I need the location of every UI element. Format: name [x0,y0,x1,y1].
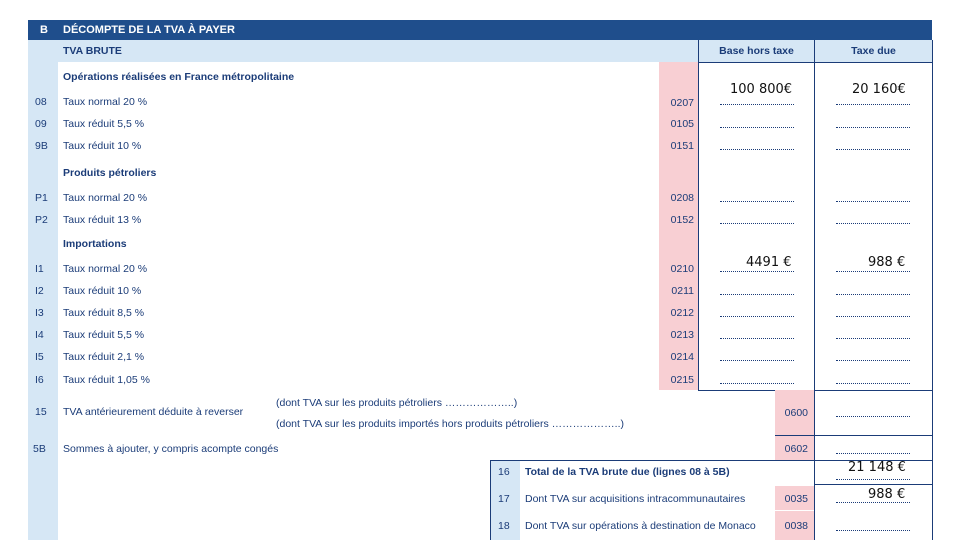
base-field[interactable] [720,371,794,384]
line-number: P1 [35,192,48,204]
tax-field[interactable] [836,371,910,384]
tax-field[interactable] [836,490,910,503]
row-code: 0600 [784,407,808,419]
base-field[interactable] [720,304,794,317]
note-petrol: (dont TVA sur les produits pétroliers ………………..) [276,397,518,409]
row-label: Dont TVA sur opérations à destination de Monaco [525,520,756,532]
base-field[interactable] [720,189,794,202]
tax-field[interactable] [836,326,910,339]
base-field[interactable] [720,259,794,272]
group-heading-petrol: Produits pétroliers [63,167,157,179]
tax-field[interactable] [836,518,910,531]
tax-field[interactable] [836,92,910,105]
row-label: Taux réduit 5,5 % [63,329,145,341]
row-code: 0602 [784,443,808,455]
col-header-tax-label: Taxe due [851,45,896,57]
col-header-base-label: Base hors taxe [719,45,794,57]
section-title: DÉCOMPTE DE LA TVA À PAYER [63,24,235,36]
grid-line [698,40,699,390]
base-field[interactable] [720,326,794,339]
col-header-base [699,40,814,62]
line-number: I5 [35,351,44,363]
tax-field[interactable] [836,259,910,272]
row-label: Taux réduit 1,05 % [63,374,150,386]
grid-line [814,484,932,485]
row-label: Taux réduit 5,5 % [63,118,145,130]
tax-field[interactable] [836,189,910,202]
line-number: 15 [35,406,47,418]
row-code: 0214 [670,351,694,363]
row-label: Taux réduit 2,1 % [63,351,145,363]
row-code: 0035 [784,493,808,505]
tax-field[interactable] [836,137,910,150]
row-label: Dont TVA sur acquisitions intracommunautaires [525,493,746,505]
base-field[interactable] [720,115,794,128]
line-number: P2 [35,214,48,226]
row-label: Taux réduit 10 % [63,140,142,152]
group-heading-france: Opérations réalisées en France métropolitaine [63,71,295,83]
row-code: 0152 [670,214,694,226]
note-imports: (dont TVA sur les produits importés hors produits pétroliers ………………..) [276,418,624,430]
row-code: 0210 [670,263,694,275]
base-field[interactable] [720,137,794,150]
col-header-tax [815,40,932,62]
row-code: 0213 [670,329,694,341]
row-label: Taux normal 20 % [63,192,148,204]
row-code: 0038 [784,520,808,532]
group-heading-imports: Importations [63,238,127,250]
grid-line [698,390,932,391]
subtitle-label: TVA BRUTE [63,45,122,57]
tax-value[interactable]: 988 € [868,255,906,270]
row-label: Taux réduit 8,5 % [63,307,145,319]
row-code: 0215 [670,374,694,386]
row-code: 0207 [670,97,694,109]
row-label: Taux réduit 13 % [63,214,142,226]
base-value[interactable]: 4491 € [746,255,792,270]
row-label: Sommes à ajouter, y compris acompte congés [63,443,279,455]
row-code: 0212 [670,307,694,319]
line-number: I1 [35,263,44,275]
tax-field[interactable] [836,115,910,128]
row-label: Taux normal 20 % [63,96,148,108]
tax-field[interactable] [836,348,910,361]
line-number: 5B [33,443,46,455]
row-code: 0208 [670,192,694,204]
line-number: 9B [35,140,48,152]
tax-field[interactable] [836,282,910,295]
line-number: I6 [35,374,44,386]
line-number: 08 [35,96,47,108]
base-field[interactable] [720,348,794,361]
section-letter: B [40,24,48,36]
tax-field[interactable] [836,441,910,454]
line-number: 16 [498,466,510,478]
line-number: I3 [35,307,44,319]
total-value[interactable]: 21 148 € [848,460,906,475]
base-field[interactable] [720,92,794,105]
base-field[interactable] [720,282,794,295]
row-code: 0151 [670,140,694,152]
line-number: 17 [498,493,510,505]
base-value[interactable]: 100 800€ [730,82,793,97]
line-number: I4 [35,329,44,341]
row-code: 0211 [671,285,694,297]
base-field[interactable] [720,211,794,224]
row-label: Taux réduit 10 % [63,285,142,297]
tax-field[interactable] [836,404,910,417]
tax-value[interactable]: 988 € [868,487,906,502]
subtitle-row [58,40,698,62]
tax-field[interactable] [836,304,910,317]
grid-line [490,460,491,540]
tax-value[interactable]: 20 160€ [852,82,906,97]
line-number: I2 [35,285,44,297]
grid-line [932,40,933,540]
row-label: Total de la TVA brute due (lignes 08 à 5B) [525,466,730,478]
tax-field[interactable] [836,467,910,480]
grid-line [775,435,932,436]
grid-line [814,40,815,540]
grid-line [698,62,932,63]
section-header [28,20,932,40]
tax-field[interactable] [836,211,910,224]
line-number: 18 [498,520,510,532]
row-label: Taux normal 20 % [63,263,148,275]
line-number: 09 [35,118,47,130]
row-code: 0105 [670,118,694,130]
row-label: TVA antérieurement déduite à reverser [63,406,244,418]
